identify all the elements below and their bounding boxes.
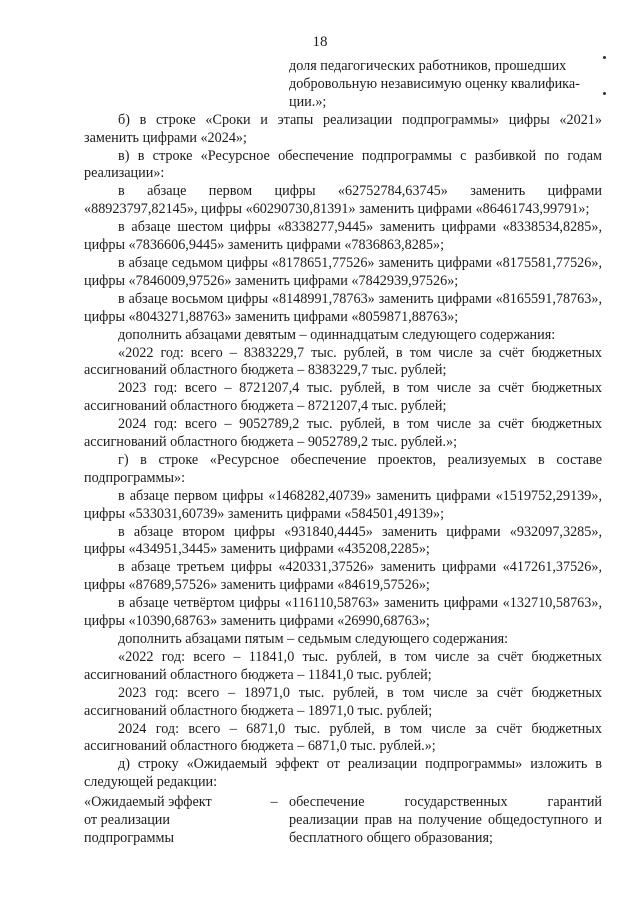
- continued-text: [289, 58, 602, 112]
- paragraph: б) в строке «Сроки и этапы реализации подпрограммы» цифры «2021» заменить цифрами «2024»;: [84, 111, 602, 146]
- row-label-line: от реализации: [84, 812, 170, 829]
- row-label: [84, 794, 259, 848]
- document-body: [84, 58, 602, 848]
- row-dash: –: [270, 794, 278, 811]
- paragraph: «2022 год: всего – 11841,0 тыс. рублей, в том числе за счёт бюджетных ассигнований областного бюджета – 11841,0 тыс. рублей;: [84, 648, 602, 683]
- table-row: [84, 794, 602, 848]
- paragraph: в абзаце третьем цифры «420331,37526» заменить цифрами «417261,37526», цифры «87689,57526» заменить цифрами «84619,57526»;: [84, 559, 602, 594]
- row-value: обеспечение государственных гарантий реализации прав на получение общедоступного и бесплатного общего образования;: [289, 794, 602, 846]
- scan-speck: [603, 56, 606, 59]
- paragraph: в абзаце первом цифры «1468282,40739» заменить цифрами «1519752,29139», цифры «533031,60739» заменить цифрами «584501,49139»;: [84, 487, 602, 522]
- continued-line: ции.»;: [289, 93, 327, 110]
- paragraph: дополнить абзацами пятым – седьмым следующего содержания:: [118, 631, 509, 647]
- paragraph: г) в строке «Ресурсное обеспечение проектов, реализуемых в составе подпрограммы»:: [84, 451, 602, 486]
- page-number: 18: [312, 34, 328, 50]
- paragraph: 2024 год: всего – 9052789,2 тыс. рублей, в том числе за счёт бюджетных ассигнований областного бюджета – 9052789,2 тыс. рублей.»;: [84, 416, 602, 451]
- paragraph: «2022 год: всего – 8383229,7 тыс. рублей, в том числе за счёт бюджетных ассигнований областного бюджета – 8383229,7 тыс. рублей;: [84, 344, 602, 379]
- paragraph: дополнить абзацами девятым – одиннадцатым следующего содержания:: [118, 326, 556, 343]
- paragraph: в абзаце первом цифры «62752784,63745» заменить цифрами «88923797,82145», цифры «60290730,81391» заменить цифрами «86461743,99791»;: [84, 183, 602, 218]
- paragraph: в абзаце седьмом цифры «8178651,77526» заменить цифрами «8175581,77526», цифры «7846009,97526» заменить цифрами «7842939,97526»;: [84, 254, 602, 289]
- continued-line: добровольную независимую оценку квалифика-: [289, 75, 580, 92]
- row-label-line: «Ожидаемый эффект: [84, 794, 212, 811]
- paragraph: 2024 год: всего – 6871,0 тыс. рублей, в том числе за счёт бюджетных ассигнований областного бюджета – 6871,0 тыс. рублей.»;: [84, 720, 602, 755]
- paragraph: в) в строке «Ресурсное обеспечение подпрограммы с разбивкой по годам реализации»:: [84, 147, 602, 182]
- paragraph: 2023 год: всего – 18971,0 тыс. рублей, в том числе за счёт бюджетных ассигнований областного бюджета – 18971,0 тыс. рублей;: [84, 684, 602, 719]
- row-label-line: подпрограммы: [84, 829, 174, 846]
- paragraph: 2023 год: всего – 8721207,4 тыс. рублей, в том числе за счёт бюджетных ассигнований областного бюджета – 8721207,4 тыс. рублей;: [84, 380, 602, 415]
- paragraph: в абзаце восьмом цифры «8148991,78763» заменить цифрами «8165591,78763», цифры «8043271,88763» заменить цифрами «8059871,88763»;: [84, 290, 602, 325]
- paragraph: д) строку «Ожидаемый эффект от реализации подпрограммы» изложить в следующей редакции:: [84, 756, 602, 791]
- paragraph: в абзаце втором цифры «931840,4445» заменить цифрами «932097,3285», цифры «434951,3445» заменить цифрами «435208,2285»;: [84, 523, 602, 558]
- paragraph: в абзаце четвёртом цифры «116110,58763» заменить цифрами «132710,58763», цифры «10390,68763» заменить цифрами «26990,68763»;: [84, 595, 602, 630]
- continued-line: доля педагогических работников, прошедших: [289, 58, 567, 74]
- paragraph: в абзаце шестом цифры «8338277,9445» заменить цифрами «8338534,8285», цифры «7836606,9445» заменить цифрами «7836863,8285»;: [84, 219, 602, 254]
- scan-speck: [603, 92, 606, 95]
